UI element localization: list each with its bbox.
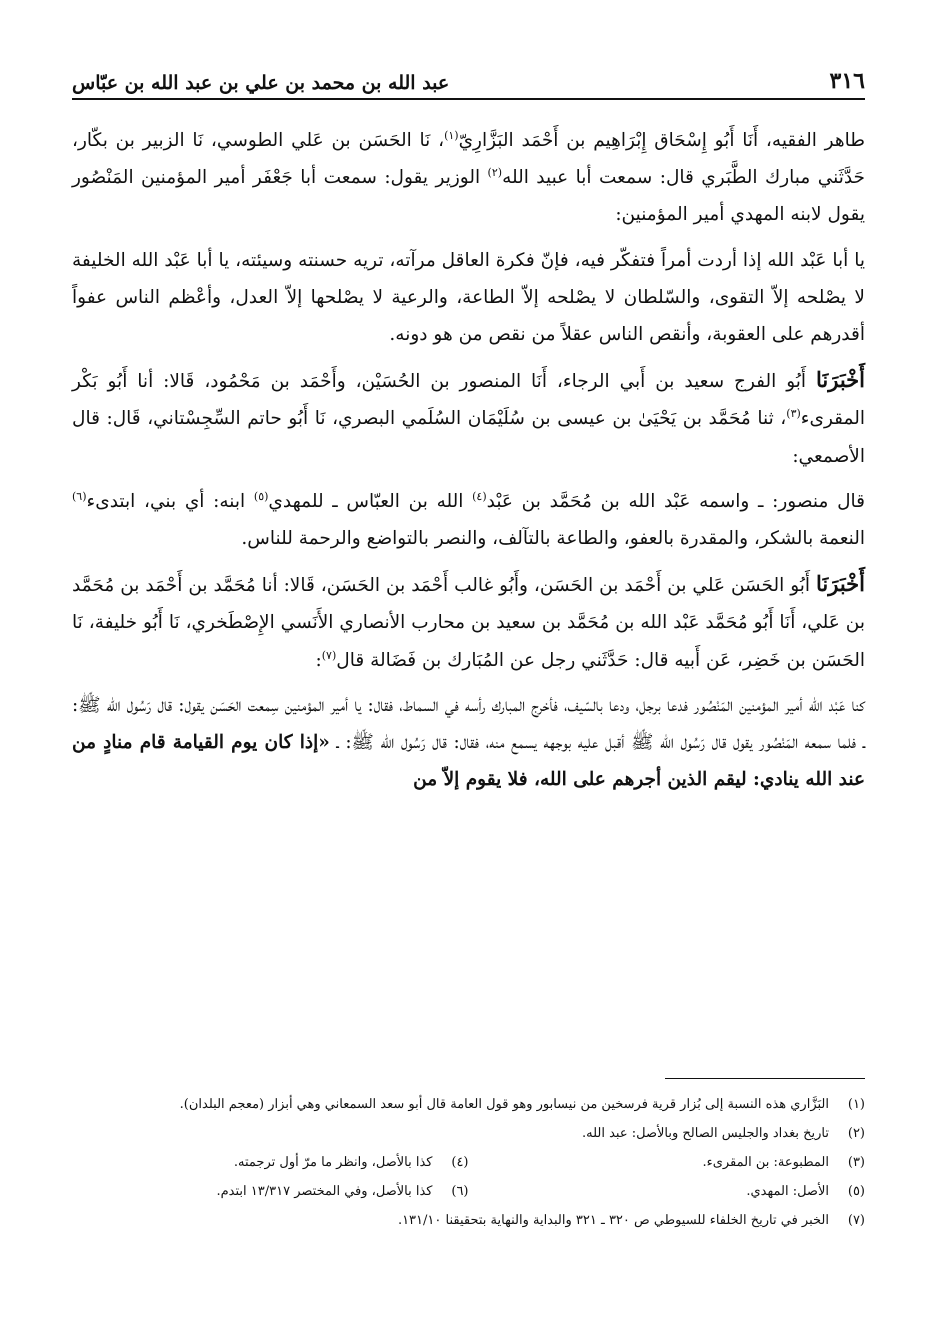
footnote-ref: (٧) xyxy=(321,648,337,662)
footnote-6 xyxy=(72,1177,469,1206)
footnote-4 xyxy=(72,1148,469,1177)
footnote-number: (٧) xyxy=(847,1213,865,1228)
paragraph-4 xyxy=(72,483,865,557)
paragraph-2 xyxy=(72,242,865,354)
akhbarana-keyword: أَخْبَرَنَا xyxy=(816,367,865,393)
text-segment: أَبُو الفرج سعيد بن أَبي الرجاء، أَنَا المنصور بن الحُسَيْن، وأَحْمَد بن مَحْمُود، قَالا: أنا أَبُو بَكْر المقرىء xyxy=(72,371,865,430)
footnote-7 xyxy=(72,1206,865,1235)
paragraph-5 xyxy=(72,565,865,679)
text-segment: : xyxy=(315,649,322,671)
text-segment: قال منصور: ـ واسمه عَبْد الله بن مُحَمَّد بن عَبْد xyxy=(486,490,865,512)
text-segment: ، نَا الحَسَن بن عَلي الطوسي، نَا الزبير بن بكّار، حَدَّثَني مبارك الطَّبَري قال: سمعت أبا عبيد الله xyxy=(72,130,865,189)
running-title: عبد الله بن محمد بن علي بن عبد الله بن عبّاس xyxy=(72,72,450,94)
footnote-5 xyxy=(469,1177,866,1206)
footnote-text: المطبوعة: بن المقرىء. xyxy=(702,1155,829,1170)
footnote-text: تاريخ بغداد والجليس الصالح وبالأصل: عبد الله. xyxy=(582,1126,829,1141)
footnote-row xyxy=(72,1177,865,1206)
footnote-ref: (١) xyxy=(444,128,459,142)
text-segment: يا أبا عَبْد الله إذا أردت أمراً فتفكّر فيه، فإنّ فكرة العاقل مرآته، تريه حسنته وسيئته، يا أبا عَبْد الله الخليفة لا يصْلحه إلاّ التقوى، والسّلطان لا يصْلحه إلاّ الطاعة، والرعية لا يصْلحها إلاّ العدل، وأعْظم الناس عفواً أقدرهم على العقوبة، وأنقص الناس عقلاً من نقص من هو دونه. xyxy=(72,249,865,346)
footnote-ref: (٥) xyxy=(253,489,269,503)
footnote-ref: (٣) xyxy=(786,407,801,421)
footnote-text: الأصل: المهدي. xyxy=(746,1184,829,1199)
footnote-ref: (٤) xyxy=(472,489,487,503)
text-segment: ، ثنا مُحَمَّد بن يَحْيَىٰ بن عيسى بن سُلَيْمَان السُلَمي البصري، نَا أَبُو حاتم السِّجِسْتاني، قَال: قال الأصمعي: xyxy=(72,408,865,467)
text-segment: كنا عَبْد الله أمير المؤمنين المَنْصُور فدعا برجل، ودعا بالسّيف، فأخرج المبارك رأسه في السماط، فقال: يا أمير المؤمنين سِمعت الحَسَن يقول: قال رَسُول الله ﷺ: ـ فلما سمعه المَنْصُور يقول قال رَسُول الله ﷺ أقبل عليه بوجهه يسمع منه، فقال: قال رَسُول الله ﷺ: ـ xyxy=(72,694,866,754)
footnotes xyxy=(72,1090,865,1235)
footnote-ref: (٦) xyxy=(72,489,87,503)
paragraph-6 xyxy=(72,687,865,799)
footnote-text: كذا بالأصل، وفي المختصر ١٣/٣١٧ ابتدم. xyxy=(216,1184,433,1199)
text-segment: النعمة بالشكر، والمقدرة بالعفو، والطاعة بالتآلف، والنصر بالتواضع والرحمة للناس. xyxy=(241,528,865,550)
footnote-text: كذا بالأصل، وانظر ما مرّ أول ترجمته. xyxy=(233,1155,433,1170)
footnote-number: (٤) xyxy=(451,1155,469,1170)
paragraph-1 xyxy=(72,122,865,234)
footnote-3 xyxy=(469,1148,866,1177)
paragraph-3 xyxy=(72,361,865,475)
footnote-text: الخبر في تاريخ الخلفاء للسيوطي ص ٣٢٠ ـ ٣٢١ والبداية والنهاية بتحقيقنا ١٣١/١٠. xyxy=(397,1213,829,1228)
page-number: ٣١٦ xyxy=(829,68,865,94)
text-segment: ابنه: أي بني، ابتدىء xyxy=(86,490,254,512)
footnote-2 xyxy=(72,1119,865,1148)
footnote-number: (٥) xyxy=(847,1184,865,1199)
footnote-number: (٦) xyxy=(451,1184,469,1199)
hadith-quote: «إذا كان يوم القيامة قام منادٍ من عند الله ينادي: ليقم الذين أجرهم على الله، فلا يقوم إلاّ من xyxy=(72,732,865,791)
footnote-number: (٢) xyxy=(847,1126,865,1141)
text-segment: طاهر الفقيه، أَنَا أَبُو إِسْحَاق إِبْرَاهِيم بن أَحْمَد البَزَّارِيّ xyxy=(458,130,865,151)
page-header xyxy=(72,58,865,100)
akhbarana-keyword: أَخْبَرَنَا xyxy=(816,571,865,597)
text-segment: أَبُو الحَسَن عَلي بن أَحْمَد بن الحَسَن، وأَبُو غالب أَحْمَد بن الحَسَن، قَالا: أنا مُحَمَّد بن أَحْمَد بن مُحَمَّد بن عَلي، أَنَا أَبُو مُحَمَّد عَبْد الله بن مُحَمَّد بن سعيد بن محارب الأنصاري الأَنَسي الإِصْطَخري، نَا أَبُو خليفة، نَا الحَسَن بن خَضِر، عَن أَبيه قال: حَدَّثَني رجل عن المُبَارك بن فَضَالة قال xyxy=(72,575,865,671)
footnote-row xyxy=(72,1148,865,1177)
footnote-divider xyxy=(665,1078,865,1079)
text-segment: الله بن العبّاس ـ للمهدي xyxy=(268,490,473,512)
footnote-number: (١) xyxy=(847,1097,865,1112)
footnote-text: البَزَّاري هذه النسبة إلى بُزار قرية فرسخين من نيسابور وهو قول العامة قال أبو سعد السمعاني وهي أبزار (معجم البلدان). xyxy=(179,1097,829,1112)
main-text xyxy=(72,122,865,806)
text-segment: الوزير يقول: سمعت أبا جَعْفَر أمير المؤمنين المَنْصُور يقول لابنه المهدي أمير المؤمنين: xyxy=(72,167,865,226)
footnote-ref: (٢) xyxy=(487,166,503,180)
footnote-number: (٣) xyxy=(847,1155,865,1170)
footnote-1 xyxy=(72,1090,865,1119)
